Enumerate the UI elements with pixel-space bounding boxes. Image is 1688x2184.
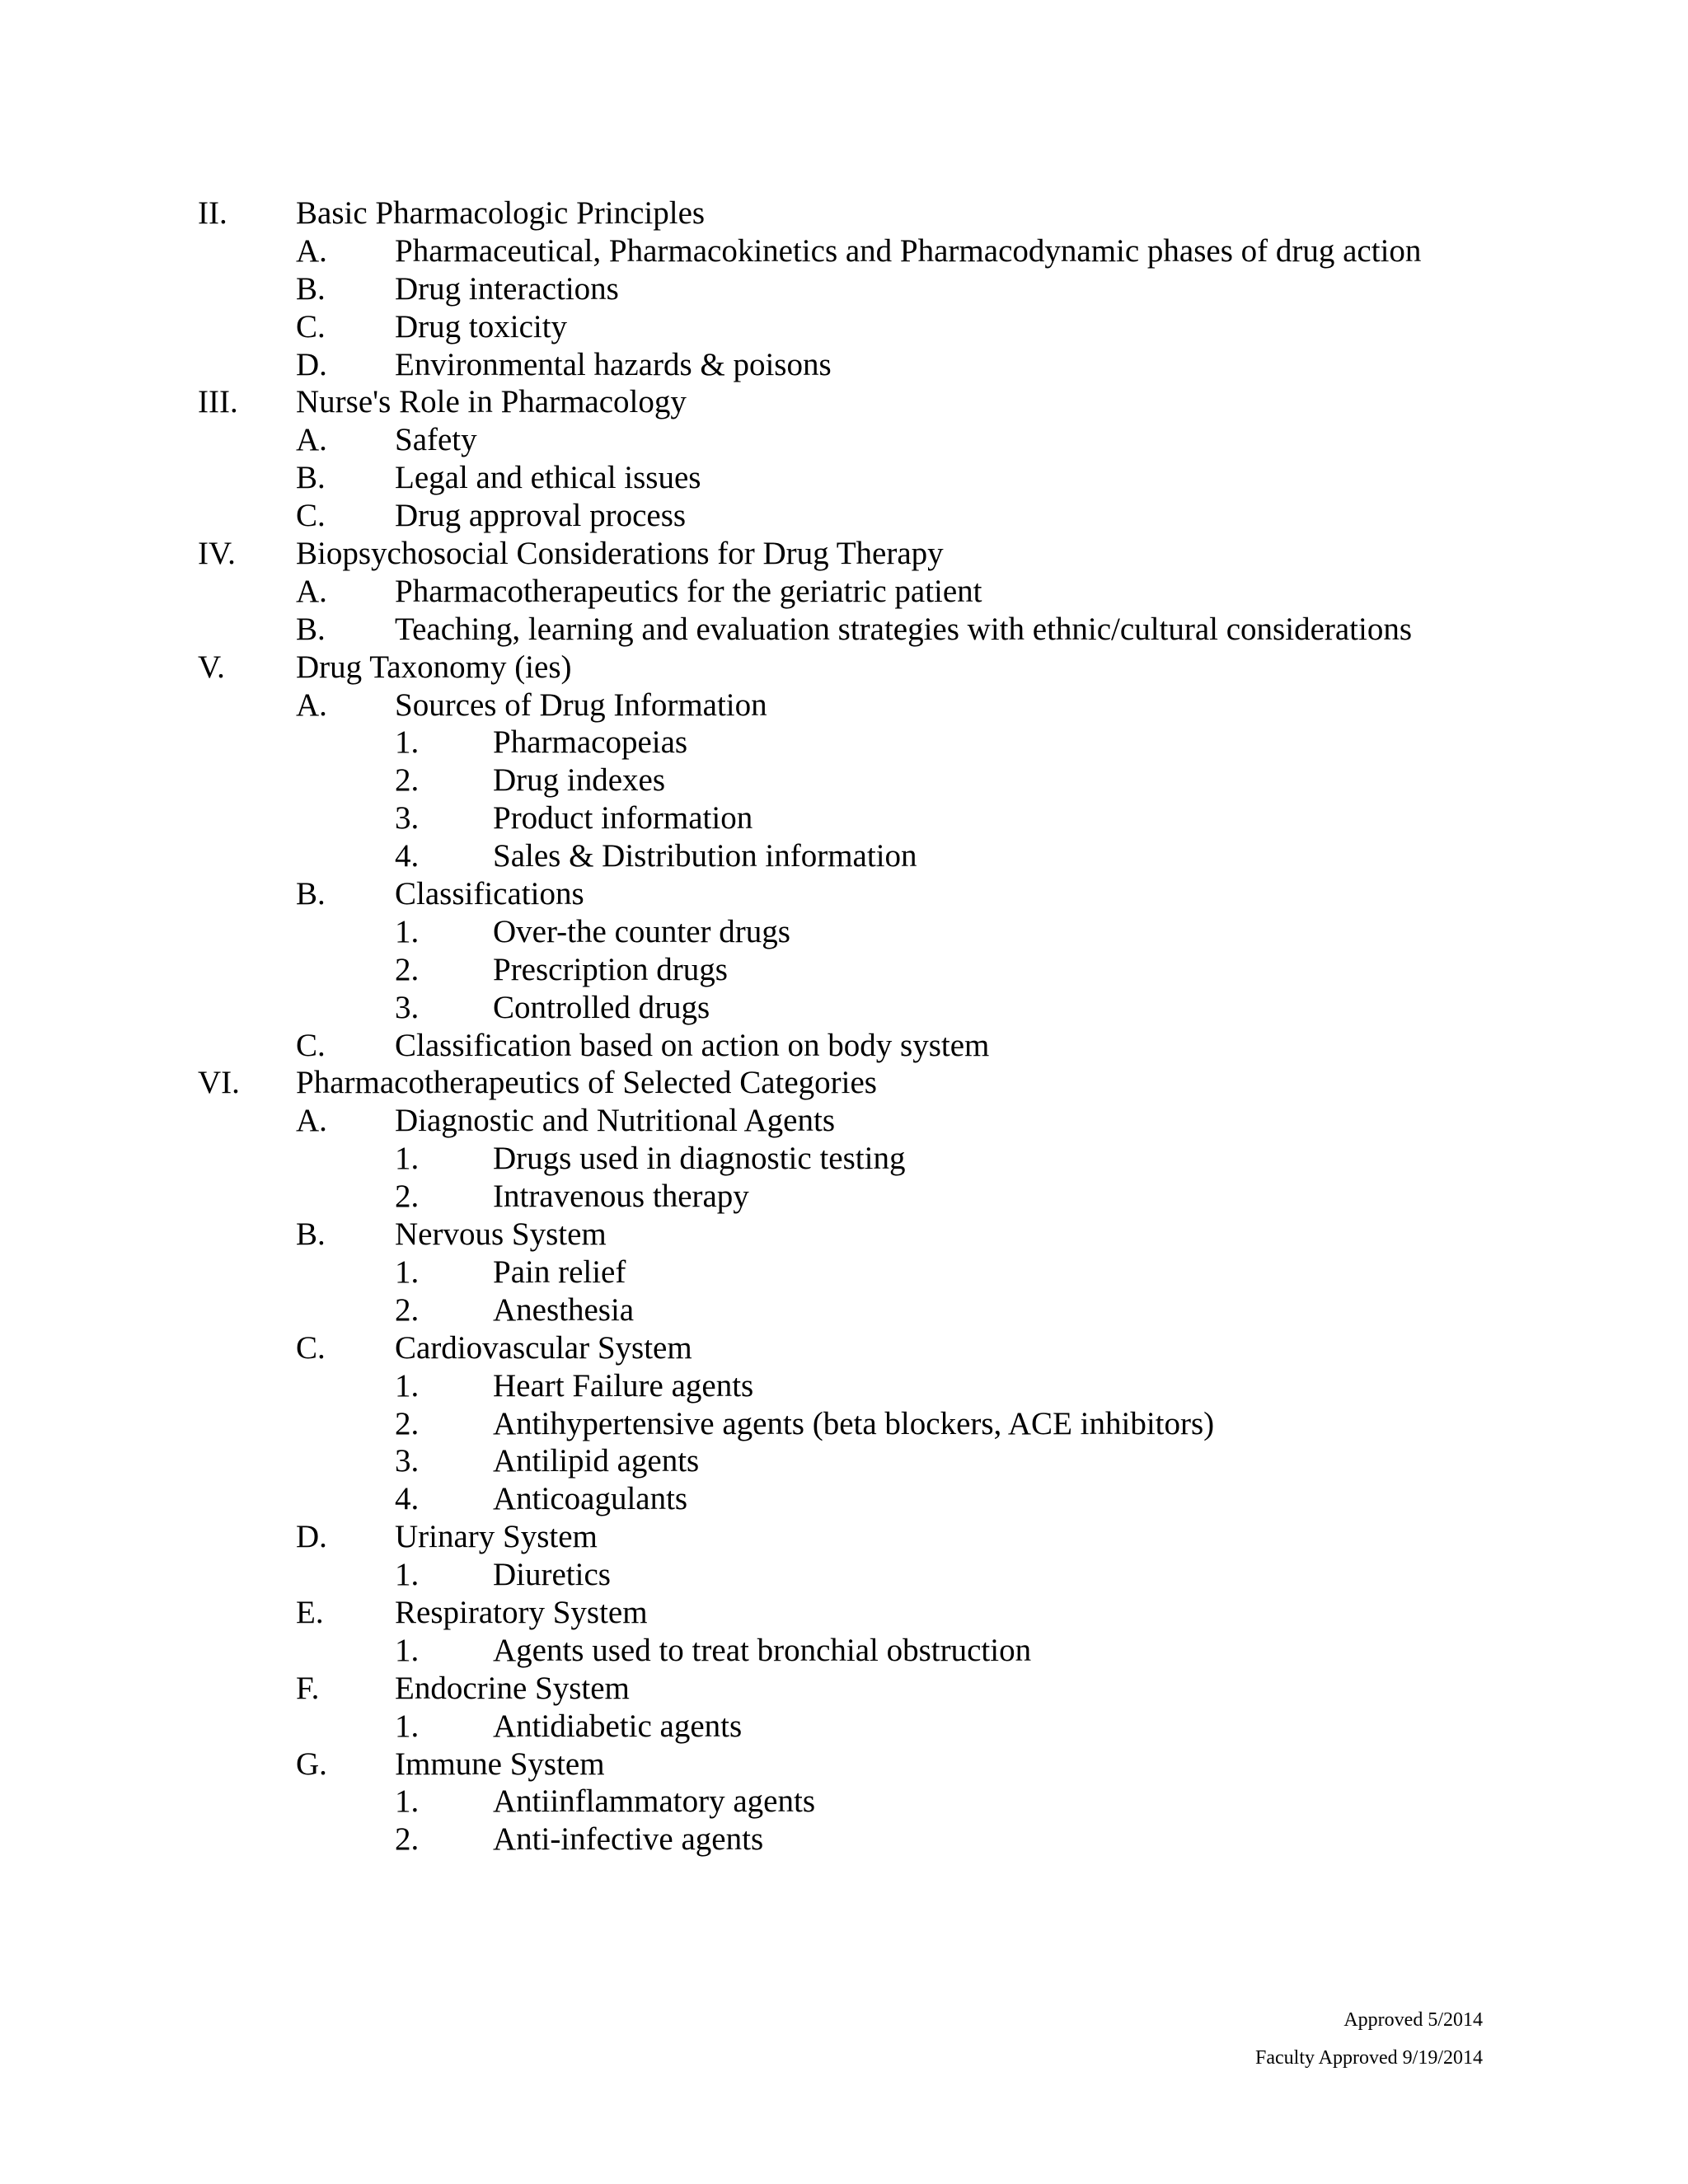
outline-marker: 1.	[395, 1708, 420, 1744]
outline-text: Urinary System	[395, 1519, 598, 1555]
outline-item	[0, 1708, 1688, 1746]
outline-marker: 2.	[395, 1291, 420, 1328]
outline-marker: A.	[296, 1103, 327, 1139]
outline-subsection	[0, 875, 1688, 913]
outline-marker: A.	[296, 573, 327, 609]
outline-text: Drug approval process	[395, 498, 687, 534]
outline-subsection	[0, 270, 1688, 308]
outline-marker: 4.	[395, 838, 420, 874]
outline-subsection	[0, 573, 1688, 611]
outline-subsection	[0, 232, 1688, 270]
outline-text: Anticoagulants	[493, 1481, 688, 1517]
outline-text: Nurse's Role in Pharmacology	[296, 384, 687, 420]
outline-marker: D.	[296, 346, 327, 382]
outline-subsection	[0, 1594, 1688, 1632]
outline-marker: C.	[296, 1027, 326, 1063]
outline-item	[0, 1783, 1688, 1821]
outline-text: Diagnostic and Nutritional Agents	[395, 1103, 836, 1139]
outline-text: Cardiovascular System	[395, 1329, 692, 1366]
outline-item	[0, 799, 1688, 837]
outline-text: Respiratory System	[395, 1594, 648, 1630]
outline-item	[0, 1140, 1688, 1178]
outline-item	[0, 1442, 1688, 1480]
outline-marker: 2.	[395, 762, 420, 799]
outline-marker: D.	[296, 1519, 327, 1555]
outline-marker: B.	[296, 460, 326, 496]
outline-text: Drug interactions	[395, 270, 619, 307]
outline-marker: 2.	[395, 1821, 420, 1858]
outline-text: Diuretics	[493, 1557, 611, 1593]
outline-marker: 1.	[395, 1254, 420, 1290]
outline-text: Antilipid agents	[493, 1443, 700, 1479]
outline-text: Basic Pharmacologic Principles	[296, 195, 706, 231]
outline-marker: A.	[296, 422, 327, 458]
outline-marker: 1.	[395, 1141, 420, 1177]
outline-text: Immune System	[395, 1746, 605, 1782]
outline-subsection	[0, 1746, 1688, 1783]
outline-marker: IV.	[198, 536, 236, 572]
outline-subsection	[0, 1670, 1688, 1708]
outline-marker: 4.	[395, 1481, 420, 1517]
outline-item	[0, 951, 1688, 989]
outline-marker: 1.	[395, 913, 420, 949]
outline-text: Pain relief	[493, 1254, 626, 1290]
outline-section	[0, 1064, 1688, 1102]
outline-section	[0, 194, 1688, 232]
outline-item	[0, 913, 1688, 951]
outline-subsection	[0, 1216, 1688, 1254]
approval-footer	[1255, 2001, 1483, 2077]
outline-item	[0, 989, 1688, 1027]
outline-marker: B.	[296, 611, 326, 647]
outline-marker: 3.	[395, 1443, 420, 1479]
outline-text: Drugs used in diagnostic testing	[493, 1141, 906, 1177]
outline-item	[0, 1632, 1688, 1670]
outline-subsection	[0, 1329, 1688, 1367]
outline-item	[0, 1291, 1688, 1329]
outline-text: Pharmacopeias	[493, 724, 688, 761]
outline-marker: III.	[198, 384, 238, 420]
outline-item	[0, 762, 1688, 799]
outline-item	[0, 1405, 1688, 1443]
outline-marker: 2.	[395, 1179, 420, 1215]
outline-text: Anesthesia	[493, 1291, 635, 1328]
outline-text: Heart Failure agents	[493, 1367, 754, 1404]
approved-date: Approved 5/2014	[1343, 2009, 1483, 2031]
outline-text: Nervous System	[395, 1216, 607, 1253]
outline-text: Antihypertensive agents (beta blockers, ACE inhibitors)	[493, 1405, 1215, 1441]
outline-text: Biopsychosocial Considerations for Drug Therapy	[296, 536, 944, 572]
outline-marker: C.	[296, 308, 326, 344]
outline-text: Sales & Distribution information	[493, 838, 917, 874]
outline-section	[0, 535, 1688, 573]
outline-text: Sources of Drug Information	[395, 687, 767, 723]
outline-text: Classification based on action on body system	[395, 1027, 990, 1063]
outline-subsection	[0, 346, 1688, 384]
outline-subsection	[0, 308, 1688, 346]
outline-marker: 3.	[395, 800, 420, 837]
outline-marker: F.	[296, 1670, 320, 1706]
outline-text: Endocrine System	[395, 1670, 630, 1706]
outline-text: Product information	[493, 800, 753, 837]
outline-text: Agents used to treat bronchial obstruction	[493, 1632, 1032, 1668]
outline-marker: V.	[198, 649, 225, 685]
outline-text: Pharmacotherapeutics for the geriatric patient	[395, 573, 982, 609]
outline-text: Environmental hazards & poisons	[395, 346, 832, 382]
outline-item	[0, 1367, 1688, 1405]
outline-marker: 2.	[395, 951, 420, 987]
outline-item	[0, 837, 1688, 875]
outline-item	[0, 1254, 1688, 1291]
outline-marker: B.	[296, 270, 326, 307]
outline-marker: B.	[296, 876, 326, 912]
outline-text: Pharmaceutical, Pharmacokinetics and Pharmacodynamic phases of drug action	[395, 232, 1422, 269]
outline-subsection	[0, 611, 1688, 649]
outline-text: Teaching, learning and evaluation strategies with ethnic/cultural considerations	[395, 611, 1413, 647]
outline-marker: 3.	[395, 989, 420, 1025]
outline-marker: 1.	[395, 724, 420, 761]
outline-section	[0, 383, 1688, 421]
outline-item	[0, 724, 1688, 762]
outline-subsection	[0, 1102, 1688, 1140]
outline-item	[0, 1556, 1688, 1594]
outline-marker: 2.	[395, 1405, 420, 1441]
outline-marker: 1.	[395, 1632, 420, 1668]
outline-subsection	[0, 687, 1688, 724]
outline-marker: A.	[296, 687, 327, 723]
outline-text: Controlled drugs	[493, 989, 710, 1025]
outline-marker: E.	[296, 1594, 324, 1630]
outline-marker: 1.	[395, 1557, 420, 1593]
outline-text: Drug toxicity	[395, 308, 568, 344]
outline-item	[0, 1480, 1688, 1518]
outline-subsection	[0, 421, 1688, 459]
outline-marker: 1.	[395, 1783, 420, 1820]
outline-marker: C.	[296, 498, 326, 534]
outline-text: Antiinflammatory agents	[493, 1783, 815, 1820]
outline-item	[0, 1821, 1688, 1858]
outline-text: Antidiabetic agents	[493, 1708, 743, 1744]
outline-section	[0, 649, 1688, 687]
outline-text: Pharmacotherapeutics of Selected Categories	[296, 1065, 877, 1101]
outline-subsection	[0, 497, 1688, 535]
outline-marker: A.	[296, 232, 327, 269]
outline-marker: II.	[198, 195, 227, 231]
outline-marker: 1.	[395, 1367, 420, 1404]
outline-text: Prescription drugs	[493, 951, 728, 987]
faculty-approved-date: Faculty Approved 9/19/2014	[1255, 2047, 1483, 2069]
outline-text: Legal and ethical issues	[395, 460, 701, 496]
outline-subsection	[0, 459, 1688, 497]
outline-text: Drug indexes	[493, 762, 666, 799]
outline-text: Drug Taxonomy (ies)	[296, 649, 572, 685]
outline-text: Safety	[395, 422, 477, 458]
outline-item	[0, 1178, 1688, 1216]
outline-subsection	[0, 1518, 1688, 1556]
outline-text: Anti-infective agents	[493, 1821, 764, 1858]
outline-marker: G.	[296, 1746, 327, 1782]
outline-marker: B.	[296, 1216, 326, 1253]
outline-marker: C.	[296, 1329, 326, 1366]
outline-text: Over-the counter drugs	[493, 913, 790, 949]
outline-subsection	[0, 1027, 1688, 1065]
outline-text: Intravenous therapy	[493, 1179, 749, 1215]
outline-text: Classifications	[395, 876, 584, 912]
outline-marker: VI.	[198, 1065, 240, 1101]
course-outline	[0, 194, 1688, 1858]
